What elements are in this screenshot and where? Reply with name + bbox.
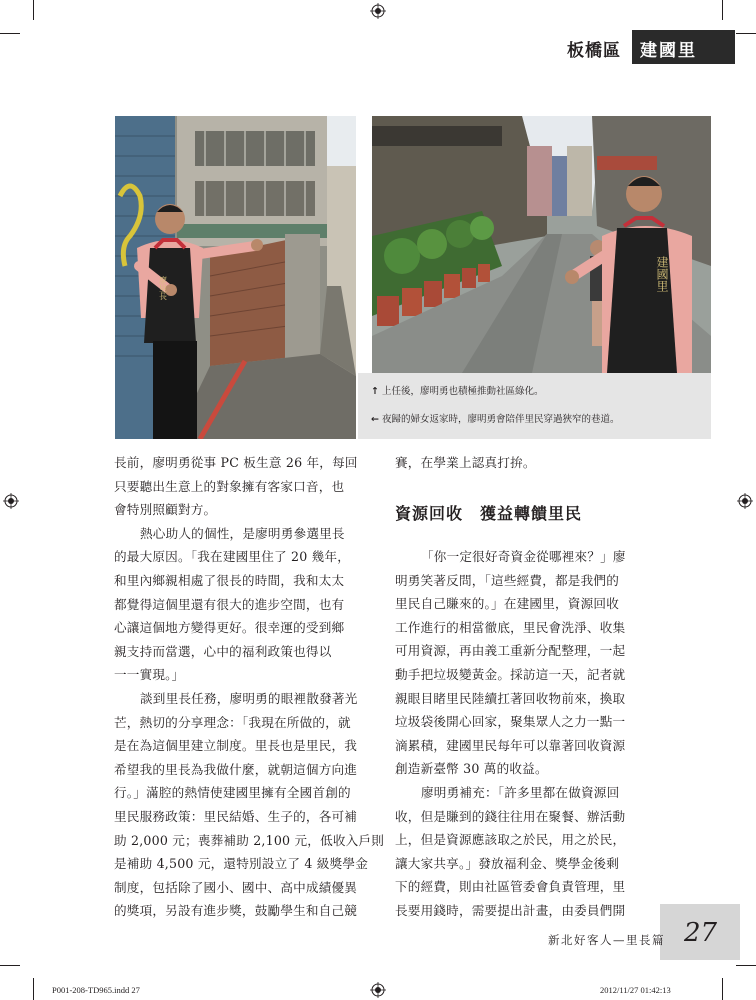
- text-line: 下的經費，則由社區管委會負責管理，里: [395, 879, 626, 895]
- text-line: 賽，在學業上認真打拚。: [395, 455, 536, 470]
- right-column-top-text: [395, 451, 657, 475]
- text-line: 「你一定很好奇資金從哪裡來？」廖: [421, 549, 626, 564]
- photo-alley-pointing: [115, 116, 356, 439]
- text-line: 長要用錢時，需要提出計畫，由委員們開: [395, 902, 626, 918]
- text-line: 一一實現。」: [114, 667, 185, 683]
- text-line: 制度，包括除了國小、國中、高中成績優異: [114, 879, 358, 895]
- crop-mark: [0, 33, 20, 34]
- caption-up: [371, 383, 543, 397]
- crop-mark: [736, 965, 756, 966]
- text-line: 讓大家共享。」發放福利金、獎學金後剩: [395, 855, 619, 871]
- caption-left: [371, 411, 619, 425]
- caption-left-text: 夜歸的婦女返家時，廖明勇會陪伴里民穿過狹窄的巷道。: [381, 414, 620, 425]
- text-line: 親眼目睹里民陸續扛著回收物前來，換取: [395, 690, 626, 706]
- crop-mark: [0, 965, 20, 966]
- crop-mark: [736, 33, 756, 34]
- right-column-text: [395, 545, 657, 923]
- print-slug-date: 2012/11/27 01:42:13: [600, 985, 671, 995]
- footer-book-title: 新北好客人—里長篇: [548, 933, 665, 947]
- text-line: 和里內鄉親相處了很長的時間，我和太太: [114, 572, 345, 588]
- text-line: 創造新臺幣 30 萬的收益。: [395, 761, 548, 777]
- left-column-text: [114, 451, 385, 923]
- text-line: 的獎項，另設有進步獎，鼓勵學生和自己競: [114, 903, 358, 919]
- text-line: 助 2,000 元；喪葬補助 2,100 元，低收入戶則: [114, 832, 385, 848]
- photo-green-alley: [372, 116, 711, 373]
- text-line: 的最大原因。「我在建國里住了 20 幾年，: [114, 549, 351, 565]
- text-line: 是在為這個里建立制度。里長也是里民，我: [114, 738, 358, 754]
- registration-mark-icon: [737, 493, 753, 509]
- text-line: 長前，廖明勇從事 PC 板生意 26 年，每回: [114, 455, 358, 470]
- village-label: 建國里: [640, 41, 697, 61]
- print-slug-file: P001-208-TD965.indd 27: [52, 985, 140, 995]
- text-line: 廖明勇補充：「許多里都在做資源回: [421, 784, 620, 800]
- text-line: 會特別照顧對方。: [114, 502, 217, 518]
- registration-mark-icon: [370, 982, 386, 998]
- text-line: 心讓這個地方變得更好。很幸運的受到鄉: [114, 620, 345, 636]
- crop-mark: [33, 978, 34, 1000]
- crop-mark: [722, 0, 723, 20]
- text-line: 滴累積，建國里民每年可以靠著回收資源: [395, 737, 626, 753]
- vest-name-text: 廖里長: [158, 276, 168, 300]
- arrow-up-icon: ↑: [371, 386, 379, 397]
- caption-up-text: 上任後，廖明勇也積極推動社區綠化。: [381, 386, 544, 397]
- text-line: 上，但是資源應該取之於民，用之於民，: [395, 832, 626, 848]
- vest-village-text: 建國里: [655, 256, 669, 292]
- text-line: 里民服務政策：里民結婚、生子的，各可補: [114, 808, 358, 824]
- registration-mark-icon: [3, 493, 19, 509]
- text-line: 垃圾袋後開心回家，聚集眾人之力一點一: [395, 714, 626, 730]
- arrow-left-icon: ←: [371, 414, 379, 425]
- text-line: 動手把垃圾變黃金。採訪這一天，記者就: [395, 666, 626, 682]
- text-line: 親支持而當選，心中的福利政策也得以: [114, 643, 332, 659]
- page-number: 27: [684, 918, 718, 948]
- crop-mark: [33, 0, 34, 20]
- text-line: 可用資源，再由義工重新分配整理，一起: [395, 643, 626, 659]
- text-line: 里民自己賺來的。」在建國里，資源回收: [395, 596, 619, 612]
- section-heading: 資源回收 獲益轉饋里民: [395, 504, 583, 523]
- text-line: 希望我的里長為我做什麼，就朝這個方向進: [114, 761, 358, 777]
- text-line: 只要聽出生意上的對象擁有客家口音，也: [114, 478, 345, 494]
- text-line: 都覺得這個里還有很大的進步空間，也有: [114, 596, 345, 612]
- text-line: 明勇笑著反問，「這些經費，都是我們的: [395, 572, 619, 588]
- text-line: 是補助 4,500 元，還特別設立了 4 級獎學金: [114, 856, 368, 872]
- text-line: 談到里長任務，廖明勇的眼裡散發著光: [140, 690, 358, 706]
- registration-mark-icon: [370, 3, 386, 19]
- text-line: 收，但是賺到的錢往往用在聚餐、辦活動: [395, 808, 626, 824]
- district-label: 板橋區: [567, 41, 621, 61]
- text-line: 行。」滿腔的熱情使建國里擁有全國首創的: [114, 785, 351, 801]
- text-line: 工作進行的相當徹底，里民會洗淨、收集: [395, 619, 626, 635]
- text-line: 熱心助人的個性，是廖明勇參選里長: [140, 525, 345, 541]
- crop-mark: [722, 978, 723, 1000]
- text-line: 芒，熱切的分享理念：「我現在所做的，就: [114, 714, 351, 730]
